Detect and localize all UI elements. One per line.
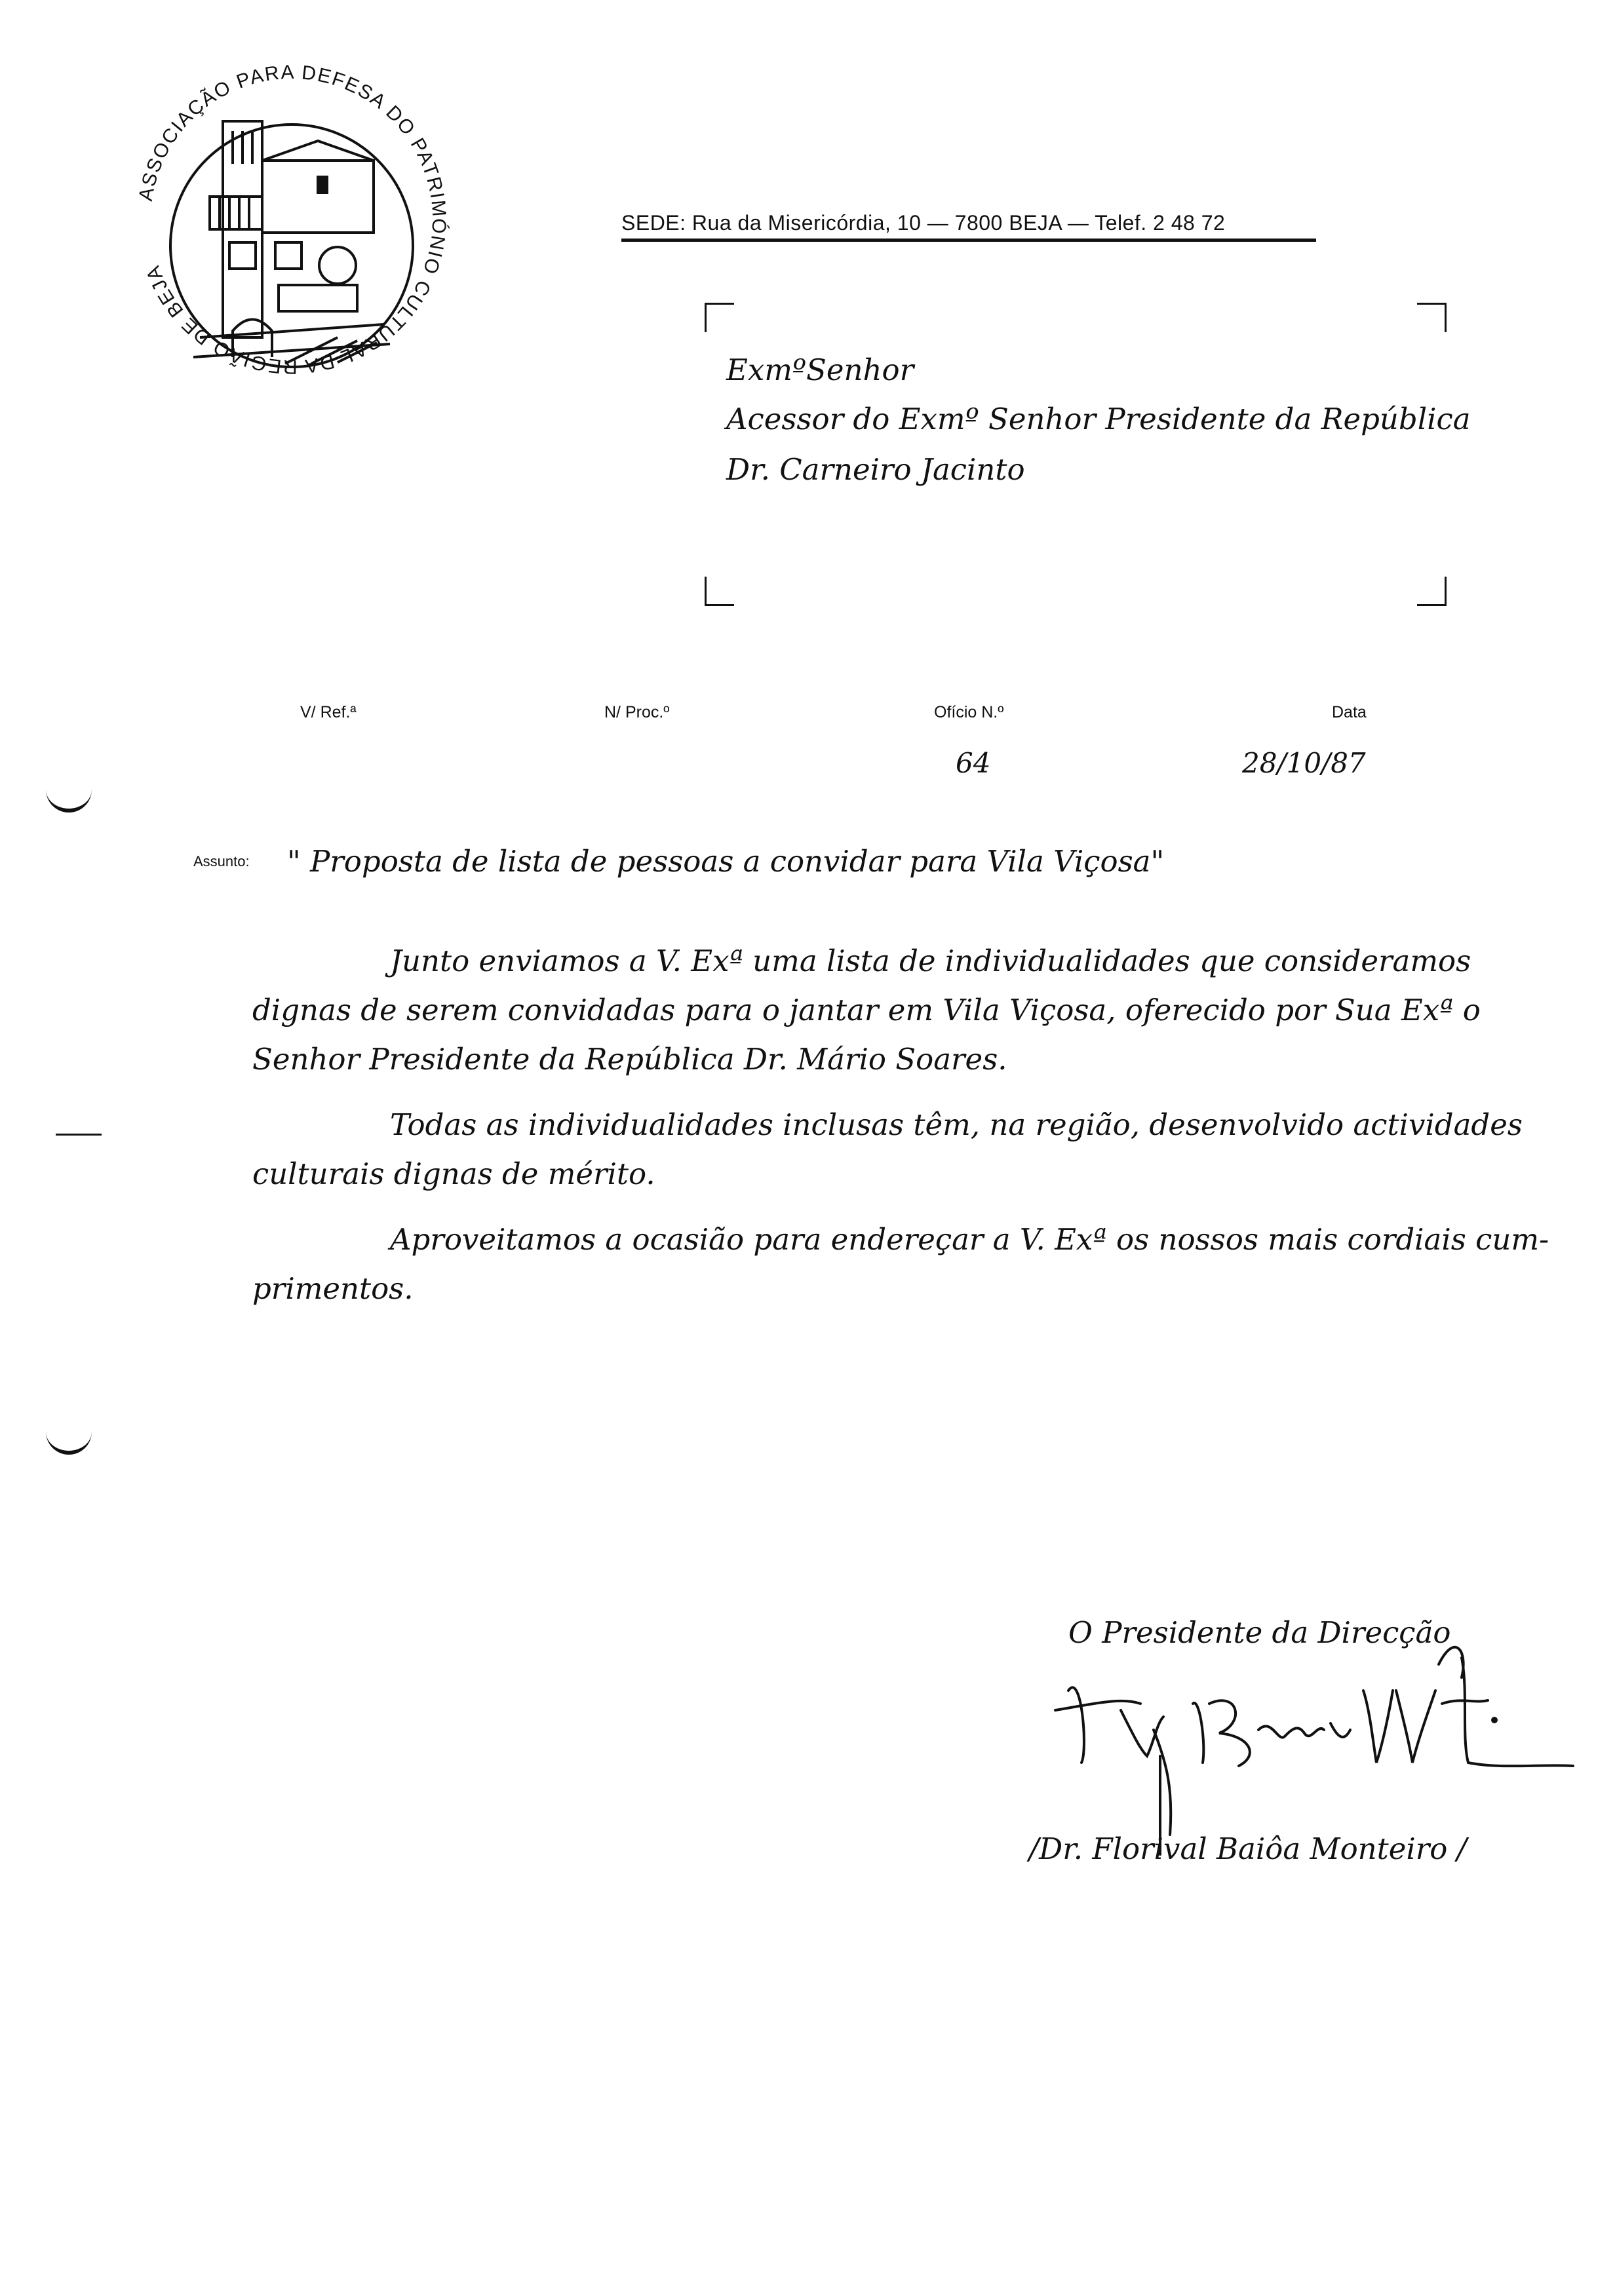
address-window-corner-top-right — [1417, 303, 1447, 332]
punch-mark — [56, 1134, 102, 1136]
v-ref-label: V/ Ref.ª — [300, 703, 357, 721]
oficio-number: 64 — [956, 747, 991, 779]
letterhead-rule — [621, 239, 1316, 242]
address-window-corner-bottom-right — [1417, 577, 1447, 606]
body-paragraph-1-line-3: Senhor Presidente da República Dr. Mário Soares. — [252, 1042, 1007, 1077]
address-window-corner-top-left — [705, 303, 734, 332]
signatory-title: O Presidente da Direcção — [1068, 1615, 1451, 1650]
date-label: Data — [1332, 703, 1367, 721]
headquarters-address: SEDE: Rua da Misericórdia, 10 — 7800 BEJA — Telef. 2 48 72 — [621, 211, 1226, 235]
recipient-name: Dr. Carneiro Jacinto — [726, 452, 1025, 487]
body-paragraph-2-line-2: culturais dignas de mérito. — [252, 1157, 655, 1191]
recipient-title: Acessor do Exmº Senhor Presidente da República — [726, 402, 1471, 436]
subject-text: " Proposta de lista de pessoas a convidar para Vila Viçosa" — [287, 844, 1165, 879]
body-paragraph-3-line-1: Aproveitamos a ocasião para endereçar a V. Exª os nossos mais cordiais cum- — [390, 1222, 1549, 1257]
association-seal-logo — [121, 49, 462, 390]
oficio-label: Ofício N.º — [934, 703, 1004, 721]
fold-mark-upper — [46, 786, 92, 813]
signatory-name: /Dr. Florival Baiôa Monteiro / — [1029, 1831, 1467, 1866]
seal-ring-text: ASSOCIAÇÃO PARA DEFESA DO PATRIMÓNIO CULTURAL DA REGIÃO DE BEJA — [134, 61, 450, 378]
body-paragraph-1-line-2: dignas de serem convidadas para o jantar em Vila Viçosa, oferecido por Sua Exª o — [252, 993, 1481, 1027]
body-paragraph-1-line-1: Junto enviamos a V. Exª uma lista de individualidades que consideramos — [390, 944, 1471, 978]
n-proc-label: N/ Proc.º — [604, 703, 670, 721]
body-paragraph-3-line-2: primentos. — [252, 1271, 414, 1306]
subject-label: Assunto: — [193, 853, 250, 870]
letter-date: 28/10/87 — [1242, 747, 1366, 779]
body-paragraph-2-line-1: Todas as individualidades inclusas têm, na região, desenvolvido actividades — [390, 1107, 1523, 1142]
address-window-corner-bottom-left — [705, 577, 734, 606]
fold-mark-lower — [46, 1428, 92, 1455]
recipient-salutation: ExmºSenhor — [726, 353, 914, 387]
